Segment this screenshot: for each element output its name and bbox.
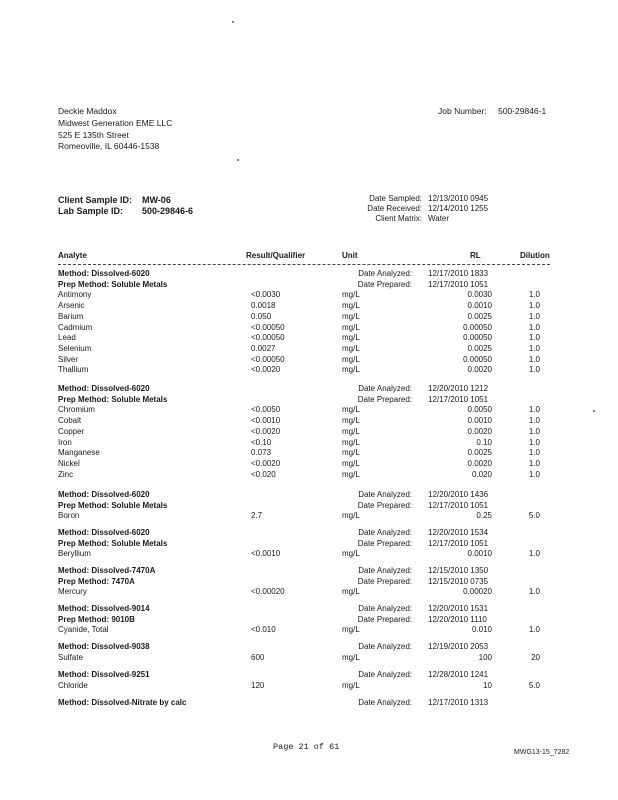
analyte-name: Nickel bbox=[58, 458, 80, 468]
date-analyzed: 12/15/2010 1350 bbox=[428, 566, 489, 575]
date-analyzed: 12/19/2010 2053 bbox=[428, 642, 489, 651]
result-value: 0.050 bbox=[251, 311, 272, 321]
date-analyzed: 12/17/2010 1833 bbox=[428, 269, 489, 278]
analyte-name: Cobalt bbox=[58, 416, 82, 426]
dilution-value: 1.0 bbox=[528, 322, 540, 332]
result-value: 2.7 bbox=[251, 511, 263, 521]
unit-value: mg/L bbox=[342, 311, 360, 321]
date-analyzed: 12/17/2010 1313 bbox=[428, 698, 489, 707]
result-value: <0.020 bbox=[251, 469, 276, 479]
dilution-value: 1.0 bbox=[528, 290, 540, 300]
analyte-name: Cadmium bbox=[58, 322, 93, 332]
date-received: 12/14/2010 1255 bbox=[428, 204, 489, 213]
unit-value: mg/L bbox=[342, 301, 360, 311]
analyte-name: Chromium bbox=[58, 405, 95, 415]
result-value: 120 bbox=[251, 680, 265, 690]
result-value: <0.00020 bbox=[251, 587, 285, 597]
date-analyzed-label: Date Analyzed: bbox=[358, 384, 412, 393]
result-value: 0.0018 bbox=[251, 301, 276, 311]
unit-value: mg/L bbox=[342, 458, 360, 468]
result-value: <0.0020 bbox=[251, 365, 281, 375]
analyte-name: Manganese bbox=[58, 448, 100, 458]
job-number-value: 500-29846-1 bbox=[498, 106, 547, 116]
rl-value: 0.010 bbox=[471, 625, 492, 635]
unit-value: mg/L bbox=[342, 625, 360, 635]
result-value: <0.00050 bbox=[251, 333, 285, 343]
client-name: Deckie Maddox bbox=[58, 106, 117, 116]
unit-value: mg/L bbox=[342, 343, 360, 353]
client-sample-id-label: Client Sample ID: bbox=[58, 195, 133, 205]
rl-value: 0.0010 bbox=[467, 549, 492, 559]
column-rl: RL bbox=[470, 251, 481, 260]
rl-value: 0.020 bbox=[471, 469, 492, 479]
date-analyzed: 12/20/2010 1531 bbox=[428, 604, 489, 613]
client-sample-id: MW-06 bbox=[142, 195, 171, 205]
unit-value: mg/L bbox=[342, 469, 360, 479]
analyte-name: Silver bbox=[58, 354, 79, 364]
dilution-value: 1.0 bbox=[528, 549, 540, 559]
rl-value: 0.25 bbox=[476, 511, 492, 521]
dilution-value: 1.0 bbox=[528, 311, 540, 321]
rl-value: 0.00050 bbox=[463, 333, 492, 343]
date-prepared-label: Date Prepared: bbox=[357, 500, 412, 510]
unit-value: mg/L bbox=[342, 652, 360, 662]
lab-sample-id-label: Lab Sample ID: bbox=[58, 206, 124, 216]
client-matrix: Water bbox=[428, 214, 450, 223]
prep-method-line: Prep Method: 7470A bbox=[58, 576, 135, 586]
date-prepared-label: Date Prepared: bbox=[357, 394, 412, 404]
date-prepared: 12/15/2010 0735 bbox=[428, 576, 489, 586]
method-line: Method: Dissolved-6020 bbox=[58, 269, 150, 278]
dilution-value: 1.0 bbox=[528, 587, 540, 597]
rl-value: 0.0010 bbox=[467, 416, 492, 426]
unit-value: mg/L bbox=[342, 405, 360, 415]
dilution-value: 1.0 bbox=[528, 405, 540, 415]
result-value: <0.00050 bbox=[251, 354, 285, 364]
analyte-name: Sulfate bbox=[58, 652, 83, 662]
dilution-value: 1.0 bbox=[528, 448, 540, 458]
result-value: <0.0050 bbox=[251, 405, 281, 415]
unit-value: mg/L bbox=[342, 290, 360, 300]
prep-method-line: Prep Method: Soluble Metals bbox=[58, 538, 168, 548]
client-city: Romeoville, IL 60446-1538 bbox=[58, 141, 160, 151]
dilution-value: 1.0 bbox=[528, 625, 540, 635]
column-result: Result/Qualifier bbox=[246, 251, 306, 260]
scan-speck bbox=[232, 21, 234, 23]
method-line: Method: Dissolved-6020 bbox=[58, 528, 150, 537]
date-analyzed-label: Date Analyzed: bbox=[358, 566, 412, 575]
dilution-value: 1.0 bbox=[528, 426, 540, 436]
dilution-value: 20 bbox=[531, 652, 540, 662]
unit-value: mg/L bbox=[342, 448, 360, 458]
scan-speck bbox=[593, 410, 595, 412]
date-prepared-label: Date Prepared: bbox=[357, 538, 412, 548]
analyte-name: Beryllium bbox=[58, 549, 91, 559]
date-prepared: 12/17/2010 1051 bbox=[428, 279, 489, 289]
result-value: 0.0027 bbox=[251, 343, 276, 353]
dilution-value: 1.0 bbox=[528, 416, 540, 426]
scan-speck bbox=[237, 159, 239, 161]
analyte-name: Thallium bbox=[58, 365, 89, 375]
dilution-value: 5.0 bbox=[528, 511, 540, 521]
lab-sample-id: 500-29846-6 bbox=[142, 206, 194, 216]
date-analyzed: 12/20/2010 1212 bbox=[428, 384, 489, 393]
unit-value: mg/L bbox=[342, 354, 360, 364]
rl-value: 0.10 bbox=[476, 437, 492, 447]
method-line: Method: Dissolved-7470A bbox=[58, 566, 156, 575]
date-prepared-label: Date Prepared: bbox=[357, 279, 412, 289]
method-line: Method: Dissolved-9038 bbox=[58, 642, 150, 651]
analyte-name: Iron bbox=[58, 437, 72, 447]
date-prepared: 12/20/2010 1110 bbox=[428, 614, 487, 624]
analyte-name: Cyanide, Total bbox=[58, 625, 109, 635]
date-sampled: 12/13/2010 0945 bbox=[428, 194, 489, 203]
result-value: <0.0020 bbox=[251, 426, 281, 436]
method-line: Method: Dissolved-6020 bbox=[58, 490, 150, 499]
rl-value: 0.00050 bbox=[463, 354, 492, 364]
rl-value: 0.00020 bbox=[463, 587, 492, 597]
unit-value: mg/L bbox=[342, 437, 360, 447]
date-analyzed-label: Date Analyzed: bbox=[358, 490, 412, 499]
dilution-value: 1.0 bbox=[528, 333, 540, 343]
analyte-name: Antimony bbox=[58, 290, 92, 300]
result-value: <0.0030 bbox=[251, 290, 281, 300]
date-received-label: Date Received: bbox=[367, 204, 422, 213]
date-sampled-label: Date Sampled: bbox=[369, 194, 422, 203]
result-value: 600 bbox=[251, 652, 265, 662]
analyte-name: Lead bbox=[58, 333, 76, 343]
date-prepared: 12/17/2010 1051 bbox=[428, 538, 489, 548]
method-line: Method: Dissolved-Nitrate by calc bbox=[58, 698, 187, 707]
date-analyzed-label: Date Analyzed: bbox=[358, 642, 412, 651]
result-value: <0.0010 bbox=[251, 416, 281, 426]
date-analyzed-label: Date Analyzed: bbox=[358, 670, 412, 679]
analyte-name: Chloride bbox=[58, 680, 88, 690]
result-value: <0.0020 bbox=[251, 458, 281, 468]
date-analyzed: 12/20/2010 1534 bbox=[428, 528, 489, 537]
dilution-value: 1.0 bbox=[528, 437, 540, 447]
unit-value: mg/L bbox=[342, 365, 360, 375]
result-value: <0.10 bbox=[251, 437, 272, 447]
date-analyzed-label: Date Analyzed: bbox=[358, 269, 412, 278]
unit-value: mg/L bbox=[342, 333, 360, 343]
date-analyzed-label: Date Analyzed: bbox=[358, 528, 412, 537]
rl-value: 0.0020 bbox=[467, 426, 492, 436]
client-matrix-label: Client Matrix: bbox=[375, 214, 422, 223]
analyte-name: Boron bbox=[58, 511, 80, 521]
rl-value: 100 bbox=[478, 652, 492, 662]
unit-value: mg/L bbox=[342, 416, 360, 426]
rl-value: 0.0030 bbox=[467, 290, 492, 300]
document-ref: MWG13-15_7282 bbox=[514, 749, 570, 756]
rl-value: 10 bbox=[483, 680, 492, 690]
job-number-label: Job Number: bbox=[438, 106, 487, 116]
unit-value: mg/L bbox=[342, 322, 360, 332]
client-company: Midwest Generation EME LLC bbox=[58, 118, 173, 128]
unit-value: mg/L bbox=[342, 426, 360, 436]
unit-value: mg/L bbox=[342, 680, 360, 690]
column-dilution: Dilution bbox=[520, 251, 550, 260]
dilution-value: 1.0 bbox=[528, 301, 540, 311]
prep-method-line: Prep Method: 9010B bbox=[58, 614, 135, 624]
analyte-name: Copper bbox=[58, 426, 85, 436]
date-analyzed-label: Date Analyzed: bbox=[358, 698, 412, 707]
date-prepared: 12/17/2010 1051 bbox=[428, 500, 489, 510]
result-value: 0.073 bbox=[251, 448, 272, 458]
unit-value: mg/L bbox=[342, 511, 360, 521]
analyte-name: Arsenic bbox=[58, 301, 85, 311]
dilution-value: 1.0 bbox=[528, 354, 540, 364]
date-analyzed-label: Date Analyzed: bbox=[358, 604, 412, 613]
date-analyzed: 12/28/2010 1241 bbox=[428, 670, 489, 679]
client-street: 525 E 135th Street bbox=[58, 130, 129, 140]
rl-value: 0.0025 bbox=[467, 311, 492, 321]
prep-method-line: Prep Method: Soluble Metals bbox=[58, 394, 168, 404]
prep-method-line: Prep Method: Soluble Metals bbox=[58, 279, 168, 289]
page-number: Page 21 of 61 bbox=[273, 742, 340, 752]
dilution-value: 5.0 bbox=[528, 680, 540, 690]
date-prepared-label: Date Prepared: bbox=[357, 576, 412, 586]
rl-value: 0.0010 bbox=[467, 301, 492, 311]
method-line: Method: Dissolved-9014 bbox=[58, 604, 150, 613]
prep-method-line: Prep Method: Soluble Metals bbox=[58, 500, 168, 510]
unit-value: mg/L bbox=[342, 549, 360, 559]
result-value: <0.00050 bbox=[251, 322, 285, 332]
rl-value: 0.0020 bbox=[467, 458, 492, 468]
column-unit: Unit bbox=[342, 251, 358, 260]
date-prepared-label: Date Prepared: bbox=[357, 614, 412, 624]
dilution-value: 1.0 bbox=[528, 458, 540, 468]
analyte-name: Selenium bbox=[58, 343, 92, 353]
rl-value: 0.0025 bbox=[467, 343, 492, 353]
dilution-value: 1.0 bbox=[528, 343, 540, 353]
result-value: <0.010 bbox=[251, 625, 276, 635]
result-value: <0.0010 bbox=[251, 549, 281, 559]
rl-value: 0.0020 bbox=[467, 365, 492, 375]
method-line: Method: Dissolved-6020 bbox=[58, 384, 150, 393]
analyte-name: Mercury bbox=[58, 587, 87, 597]
dilution-value: 1.0 bbox=[528, 365, 540, 375]
date-analyzed: 12/20/2010 1436 bbox=[428, 490, 489, 499]
rl-value: 0.0050 bbox=[467, 405, 492, 415]
dilution-value: 1.0 bbox=[528, 469, 540, 479]
date-prepared: 12/17/2010 1051 bbox=[428, 394, 489, 404]
analyte-name: Zinc bbox=[58, 469, 74, 479]
rl-value: 0.00050 bbox=[463, 322, 492, 332]
unit-value: mg/L bbox=[342, 587, 360, 597]
analyte-name: Barium bbox=[58, 311, 84, 321]
column-analyte: Analyte bbox=[58, 251, 87, 260]
method-line: Method: Dissolved-9251 bbox=[58, 670, 150, 679]
rl-value: 0.0025 bbox=[467, 448, 492, 458]
